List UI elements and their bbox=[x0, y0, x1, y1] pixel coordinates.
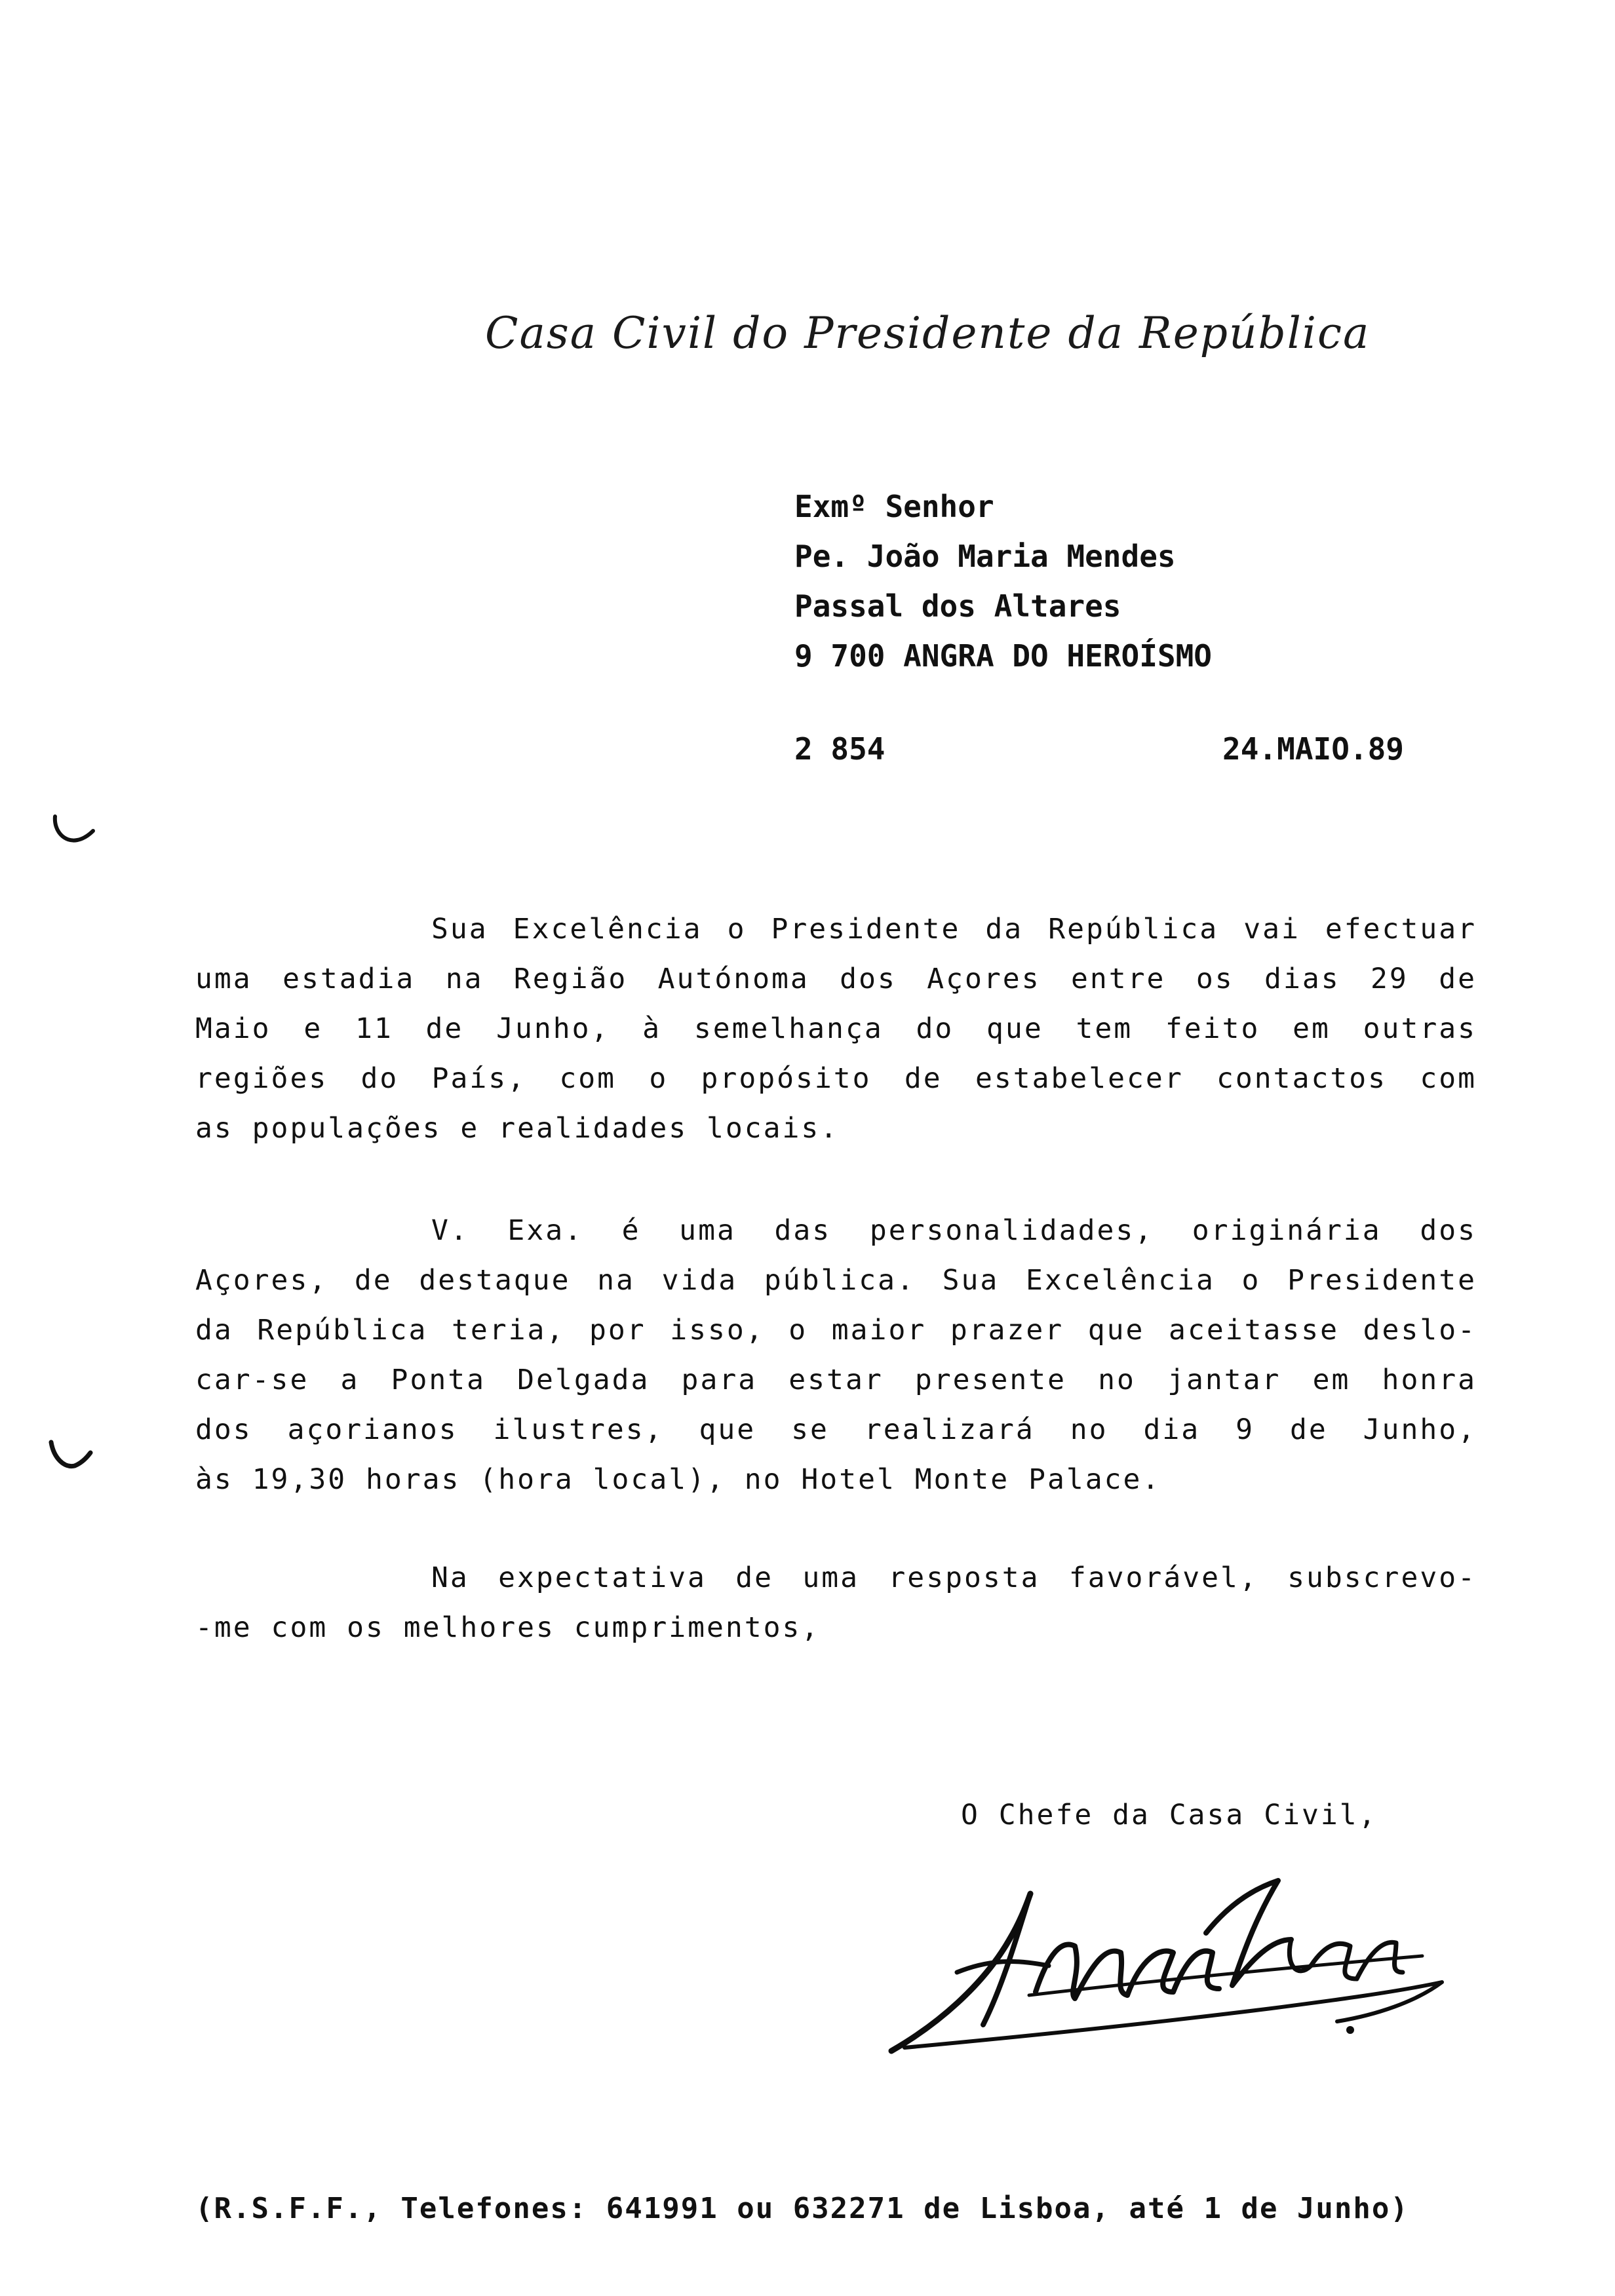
recipient-address bbox=[794, 482, 1212, 681]
address-line: Exmº Senhor bbox=[794, 489, 994, 524]
text-line: da República teria, por isso, o maior prazer que aceitasse deslo- bbox=[195, 1314, 1477, 1347]
paragraph-2 bbox=[195, 1206, 1477, 1504]
paragraph-1 bbox=[195, 904, 1477, 1153]
text-line: às 19,30 horas (hora local), no Hotel Monte Palace. bbox=[195, 1463, 1161, 1496]
text-line: as populações e realidades locais. bbox=[195, 1112, 840, 1145]
handwritten-signature bbox=[878, 1861, 1468, 2071]
text-line: -me com os melhores cumprimentos, bbox=[195, 1611, 821, 1644]
closing-title: O Chefe da Casa Civil, bbox=[961, 1799, 1378, 1831]
address-line: 9 700 ANGRA DO HEROÍSMO bbox=[794, 638, 1212, 674]
text-line: Maio e 11 de Junho, à semelhança do que tem feito em outras bbox=[195, 1012, 1477, 1045]
text-line: uma estadia na Região Autónoma dos Açores entre os dias 29 de bbox=[195, 963, 1477, 995]
text-line: regiões do País, com o propósito de estabelecer contactos com bbox=[195, 1062, 1477, 1095]
margin-check-mark bbox=[51, 811, 97, 851]
text-line: car-se a Ponta Delgada para estar presente no jantar em honra bbox=[195, 1364, 1477, 1396]
address-line: Pe. João Maria Mendes bbox=[794, 539, 1176, 574]
text-line: V. Exa. é uma das personalidades, originária dos bbox=[431, 1214, 1477, 1247]
footer-note: (R.S.F.F., Telefones: 641991 ou 632271 de Lisboa, até 1 de Junho) bbox=[195, 2192, 1409, 2225]
text-line: Na expectativa de uma resposta favorável, subscrevo- bbox=[431, 1561, 1477, 1594]
address-line: Passal dos Altares bbox=[794, 588, 1121, 624]
text-line: Açores, de destaque na vida pública. Sua Excelência o Presidente bbox=[195, 1264, 1477, 1297]
margin-check-mark bbox=[47, 1438, 93, 1478]
text-line: dos açorianos ilustres, que se realizará no dia 9 de Junho, bbox=[195, 1413, 1477, 1446]
letterhead: Casa Civil do Presidente da República bbox=[485, 308, 1371, 358]
text-line: Sua Excelência o Presidente da República vai efectuar bbox=[431, 913, 1477, 946]
letter-date: 24.MAIO.89 bbox=[1222, 731, 1404, 767]
reference-number: 2 854 bbox=[794, 731, 885, 767]
paragraph-3 bbox=[195, 1553, 1477, 1653]
